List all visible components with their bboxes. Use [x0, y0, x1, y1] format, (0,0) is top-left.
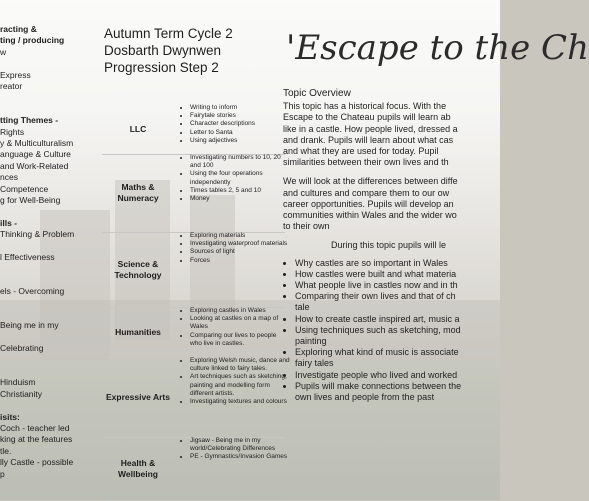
left-column-line: king at the features	[0, 434, 73, 445]
subject-row	[102, 154, 285, 233]
overview-bullet: • Comparing their own lives and that of ch	[295, 291, 500, 302]
overview-line: Escape to the Chateau pupils will learn ab	[283, 112, 451, 123]
subject-name: Science & Technology	[114, 258, 162, 280]
progression-line: Progression Step 2	[104, 60, 219, 75]
overview-line: similarities between their own lives and th	[283, 157, 449, 168]
subject-item: • Times tables 2, 5 and 10	[190, 187, 290, 195]
left-column-line: tting Themes -	[0, 115, 59, 126]
overview-bullet: own lives and people from the past	[295, 392, 435, 403]
overview-line: like in a castle. How people lived, dressed a	[283, 123, 458, 134]
left-column-line: p	[0, 468, 5, 479]
overview-bullet: • Exploring what kind of music is associate	[295, 347, 500, 358]
subject-name: Expressive Arts	[106, 391, 170, 402]
subject-row	[102, 357, 290, 438]
left-column-line: and Work-Related	[0, 160, 69, 171]
subject-name: Humanities	[115, 326, 161, 337]
overview-paragraph-2	[283, 176, 500, 232]
subjects-table	[102, 104, 290, 500]
subject-items	[180, 104, 290, 145]
subject-item: • Money	[190, 195, 290, 203]
subject-item: • Writing to inform	[190, 104, 290, 112]
overview-heading: Topic Overview	[283, 88, 351, 99]
overview-line: to their own	[283, 221, 330, 232]
subject-item: • Sources of light	[190, 248, 290, 256]
subject-items	[180, 357, 290, 406]
overview-bullet: fairy tales	[295, 358, 334, 369]
left-column-line: Express	[0, 69, 31, 80]
overview-line: and drank. Pupils will learn about what cas	[283, 134, 454, 145]
subject-row	[102, 232, 288, 308]
overview-bullet-list	[283, 258, 500, 404]
subject-name: Maths & Numeracy	[117, 182, 159, 203]
subject-item: • Comparing our lives to people who live in castles.	[190, 332, 290, 348]
subject-item: • Exploring castles in Wales	[190, 307, 290, 315]
subject-name: Health & Wellbeing	[118, 457, 158, 479]
subject-item: • Investigating textures and colours	[190, 398, 290, 406]
class-line: Dosbarth Dwynwen	[104, 43, 222, 58]
overview-bullet: • Pupils will make connections between the	[295, 381, 500, 392]
left-column-partial	[0, 24, 105, 500]
left-column-line: reator	[0, 81, 23, 91]
subject-item: • Investigating numbers to 10, 20 and 100	[190, 154, 290, 170]
left-column-line: nces	[0, 172, 18, 183]
overview-paragraph-1	[283, 101, 500, 168]
overview-line: We will look at the differences between diffe	[283, 176, 458, 187]
topic-overview	[283, 88, 500, 403]
subject-items	[180, 307, 290, 348]
overview-line: career opportunities. Pupils will develop an	[283, 198, 454, 209]
left-column-line: ting / producing	[0, 35, 65, 46]
subject-row	[102, 104, 285, 155]
overview-bullet: • How castles were built and what materia	[295, 269, 500, 280]
subject-item: • Letter to Santa	[190, 129, 290, 137]
subject-row	[102, 437, 288, 501]
left-column-line: Coch - teacher led	[0, 423, 70, 433]
subject-row	[102, 307, 285, 358]
overview-line: This topic has a historical focus. With the	[283, 101, 447, 112]
overview-bullet: • Using techniques such as sketching, mod	[295, 325, 500, 336]
subject-item: • Exploring Welsh music, dance and culture linked to fairy tales.	[190, 357, 290, 373]
subject-item: • Looking at castles on a map of Wales	[190, 315, 290, 331]
subject-item: • Fairytale stories	[190, 112, 290, 120]
overview-line: and what they are used for today. Pupil	[283, 146, 439, 157]
left-column-line: Christianity	[0, 388, 43, 399]
left-column-line: Thinking & Problem	[0, 229, 75, 240]
left-column-line: racting &	[0, 24, 37, 34]
overview-paragraph-3: During this topic pupils will le	[331, 240, 447, 251]
subject-name: LLC	[129, 123, 147, 134]
overview-bullet: painting	[295, 336, 327, 347]
overview-bullet: • How to create castle inspired art, music a	[295, 314, 500, 325]
term-header	[104, 25, 284, 76]
left-column-line: lly Castle - possible	[0, 457, 74, 468]
left-column-line: y & Multiculturalism	[0, 138, 74, 148]
overview-bullet: • Why castles are so important in Wales	[295, 258, 500, 269]
subject-item: • Exploring materials	[190, 232, 290, 240]
left-column-line: Competence	[0, 183, 49, 194]
left-column-line: isits:	[0, 411, 20, 422]
overview-bullet: • What people live in castles now and in th	[295, 280, 500, 291]
subject-item: • Art techniques such as sketching, painting and modelling form different artists.	[190, 373, 290, 398]
left-column-line: Hinduism	[0, 377, 36, 388]
term-line: Autumn Term Cycle 2	[104, 26, 233, 41]
left-column-line: w	[0, 46, 7, 57]
left-column-line: tle.	[0, 445, 12, 456]
overview-line: communities within Wales and the wider wo	[283, 210, 457, 221]
subject-item: • Forces	[190, 257, 290, 265]
overview-bullet: tale	[295, 302, 310, 313]
overview-bullet: • Investigate people who lived and worked	[295, 370, 500, 381]
subject-items	[180, 232, 290, 265]
subject-item: • Using adjectives	[190, 137, 290, 145]
left-column-line: ills -	[0, 217, 18, 228]
subject-item: • Jigsaw - Being me in my world/Celebrating Differences	[190, 437, 290, 453]
left-column-line: Celebrating	[0, 343, 44, 354]
left-column-line: g for Well-Being	[0, 195, 61, 205]
subject-item: • PE - Gymnastics/Invasion Games	[190, 453, 290, 461]
left-column-line: els - Overcoming	[0, 286, 65, 297]
left-column-line: anguage & Culture	[0, 149, 71, 160]
topic-title: 'Escape to the Ch	[286, 28, 589, 68]
subject-item: • Character descriptions	[190, 120, 290, 128]
subject-item: • Using the four operations independently	[190, 170, 290, 186]
left-column-line: Rights	[0, 126, 25, 137]
overview-line: and cultures and compare them to our ow	[283, 187, 450, 198]
left-column-line: Being me in my	[0, 320, 59, 331]
subject-items	[180, 154, 290, 203]
subject-items	[180, 437, 290, 462]
subject-item: • Investigating waterproof materials	[190, 240, 290, 248]
left-column-line: l Effectiveness	[0, 252, 55, 262]
